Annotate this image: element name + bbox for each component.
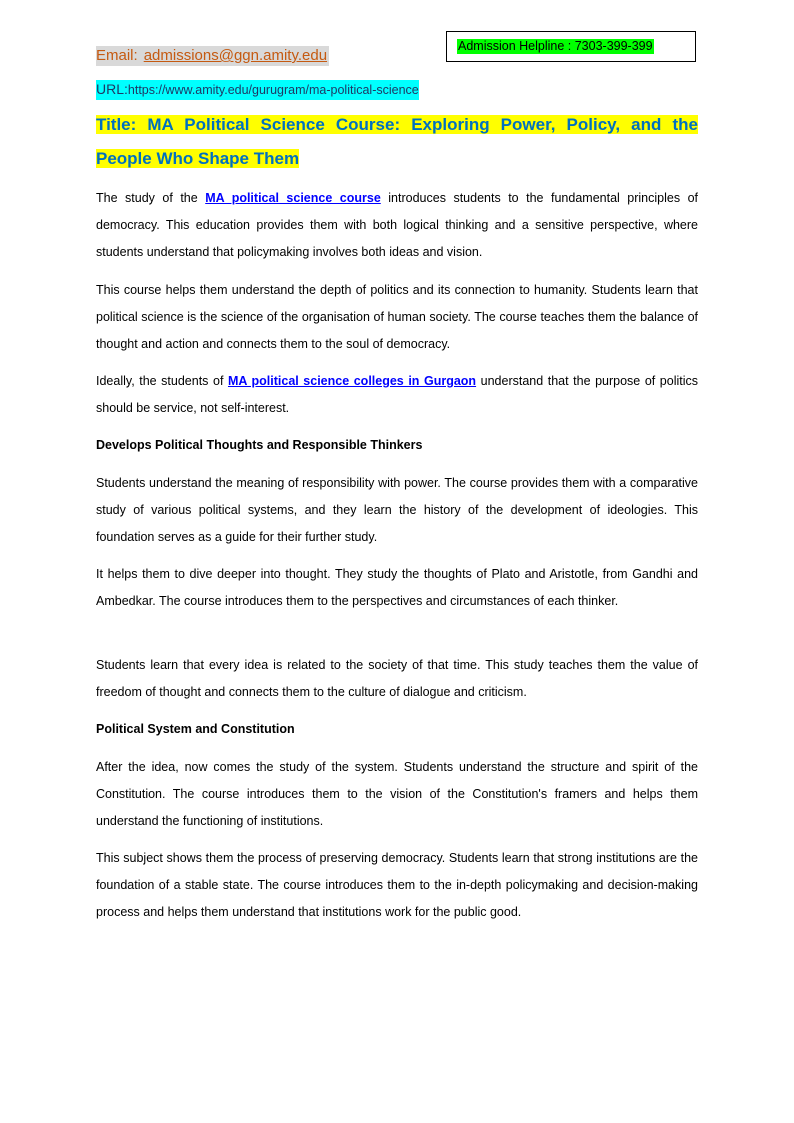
email-label: Email:: [96, 47, 138, 64]
url-label: URL:: [96, 81, 128, 97]
paragraph-text: introduces students to the fundamental principles of democracy. This education provides them with both logical thinking and a sensitive perspective, where students understand that policymaking involves both ideas and vision.: [96, 191, 699, 259]
paragraph-text: Ideally, the students of: [96, 374, 228, 388]
helpline-text: Admission Helpline : 7303-399-399: [458, 39, 653, 53]
paragraph-democracy: This subject shows them the process of preserving democracy. Students learn that strong institutions are the foundation of a stable state. The course introduces them to the in-depth policymaking and decision-making process and helps them understand that institutions work for the public good.: [96, 851, 698, 919]
colleges-in-gurgaon-link[interactable]: MA political science colleges in Gurgaon: [227, 374, 477, 388]
paragraph-responsibility: Students understand the meaning of responsibility with power. The course provides them with a comparative study of various political systems, and they learn the history of the development of ideologies. This foundation serves as a guide for their further study.: [96, 476, 698, 544]
page-title: [96, 108, 698, 176]
email-link[interactable]: admissions@ggn.amity.edu: [143, 47, 328, 64]
paragraph-text: The study of the: [96, 191, 206, 205]
url-link[interactable]: https://www.amity.edu/gurugram/ma-political-science: [127, 83, 419, 97]
ma-political-science-course-link[interactable]: MA political science course: [205, 191, 381, 205]
section-heading-constitution: Political System and Constitution: [96, 722, 295, 736]
page-title-text: Title: MA Political Science Course: Exploring Power, Policy, and the People Who Shape Them: [96, 115, 698, 168]
section-heading-political-thoughts: Develops Political Thoughts and Responsible Thinkers: [96, 438, 423, 452]
url-line: [96, 80, 419, 100]
paragraph-text: understand that the purpose of politics should be service, not self-interest.: [96, 374, 699, 415]
paragraph-purpose: [96, 368, 698, 422]
paragraph-ideas: Students learn that every idea is related to the society of that time. This study teaches them the value of freedom of thought and connects them to the culture of dialogue and criticism.: [96, 658, 698, 699]
paragraph-depth: This course helps them understand the depth of politics and its connection to humanity. Students learn that political science is the science of the organisation of human society. The course teaches them the balance of thought and action and connects them to the soul of democracy.: [96, 283, 698, 351]
helpline-box: [446, 31, 696, 62]
email-line: [96, 46, 329, 66]
paragraph-thinkers: It helps them to dive deeper into thought. They study the thoughts of Plato and Aristotle, from Gandhi and Ambedkar. The course introduces them to the perspectives and circumstances of each thinker.: [96, 567, 698, 608]
paragraph-intro: [96, 185, 698, 266]
paragraph-system: After the idea, now comes the study of the system. Students understand the structure and spirit of the Constitution. The course introduces them to the vision of the Constitution's framers and helps them understand the functioning of institutions.: [96, 760, 698, 828]
